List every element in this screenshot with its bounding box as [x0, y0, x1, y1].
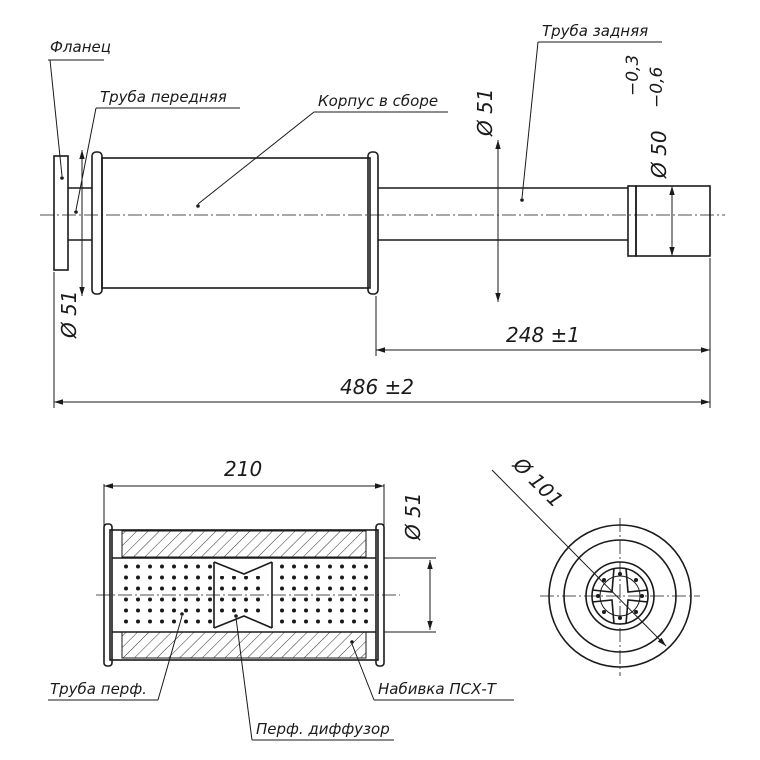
dim-dia-50: Ø 50	[647, 130, 671, 178]
label-flange: Фланец	[50, 38, 111, 56]
flange-plate	[54, 156, 68, 270]
section-view	[48, 457, 514, 740]
packing-top	[122, 531, 366, 557]
rear-pipe-end	[636, 186, 710, 256]
label-front-pipe: Труба передняя	[100, 88, 227, 106]
label-packing: Набивка ПСХ-Т	[378, 680, 496, 698]
rear-pipe-step	[628, 186, 636, 256]
label-perf-pipe: Труба перф.	[50, 680, 147, 698]
label-rear-pipe: Труба задняя	[542, 22, 649, 40]
dim-len-rear: 248 ±1	[506, 323, 581, 347]
label-perf-diffuser: Перф. диффузор	[256, 720, 390, 738]
front-end-cap	[92, 152, 102, 294]
dim-len-total: 486 ±2	[340, 375, 415, 399]
dim-dia-101: Ø 101	[508, 452, 569, 513]
dim-tol-lower: −0,6	[647, 66, 667, 108]
side-view	[40, 22, 725, 408]
label-body-assembly: Корпус в сборе	[318, 92, 439, 110]
dim-dia-51-top: Ø 51	[473, 88, 497, 136]
dim-dia-51-section: Ø 51	[401, 492, 425, 540]
dim-len-body: 210	[224, 457, 263, 481]
muffler-body	[102, 158, 370, 288]
dim-dia-51-left: Ø 51	[57, 290, 81, 338]
dim-tol-upper: −0,3	[623, 54, 643, 96]
packing-bottom	[122, 632, 366, 658]
end-view	[492, 452, 700, 676]
